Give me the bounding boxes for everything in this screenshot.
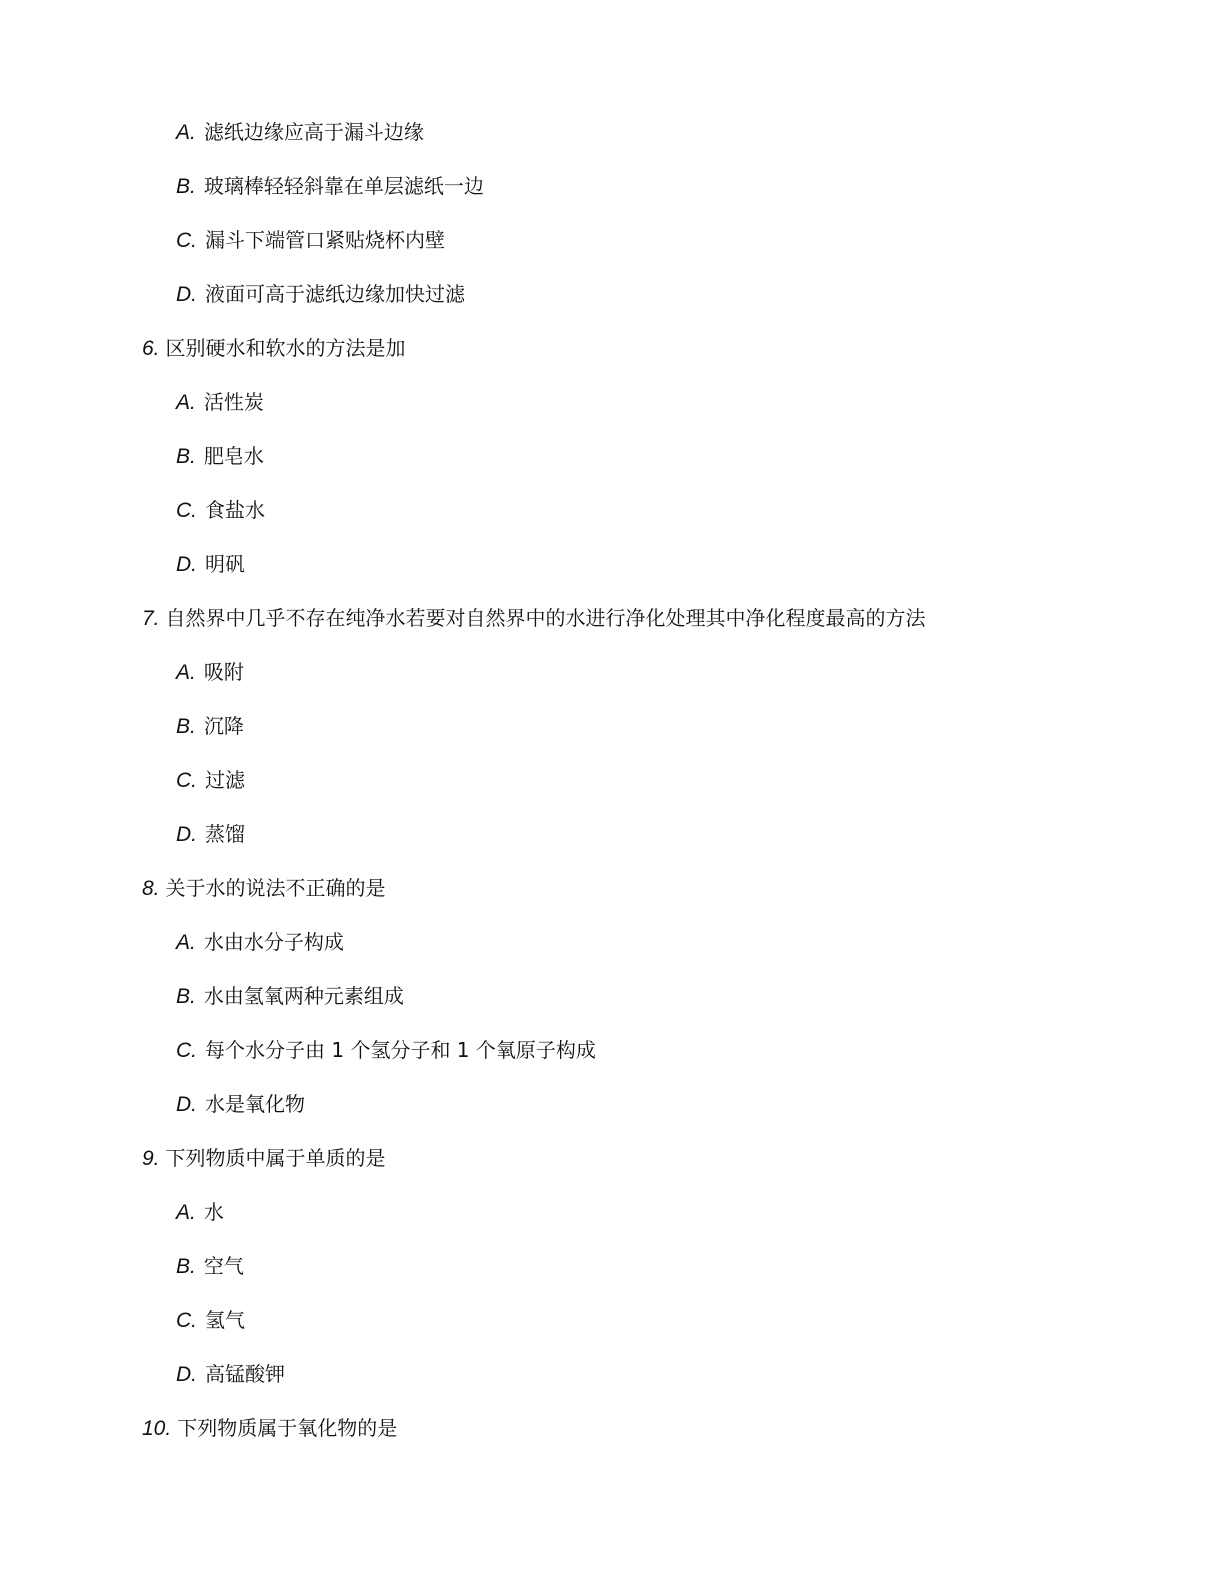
- option-label: D.: [176, 283, 197, 306]
- question-6: [142, 334, 406, 362]
- option-9a: [176, 1198, 224, 1226]
- option-text: 液面可高于滤纸边缘加快过滤: [205, 282, 465, 306]
- option-9b: [176, 1252, 244, 1280]
- option-9c: [176, 1306, 245, 1334]
- option-7c: [176, 766, 245, 794]
- option-label: D.: [176, 553, 197, 576]
- option-8b: [176, 982, 404, 1010]
- option-text: 水由氢氧两种元素组成: [203, 984, 404, 1008]
- option-6d: [176, 550, 245, 578]
- option-label: B.: [176, 1255, 196, 1278]
- option-8a: [176, 928, 344, 956]
- question-number: 10.: [142, 1417, 172, 1440]
- question-8: [142, 874, 386, 902]
- option-text: 过滤: [205, 768, 245, 792]
- option-label: C.: [176, 769, 197, 792]
- option-label: B.: [176, 175, 196, 198]
- question-text: 下列物质中属于单质的是: [165, 1146, 386, 1170]
- question-7: [142, 604, 926, 632]
- question-text: 区别硬水和软水的方法是加: [165, 336, 406, 360]
- option-label: B.: [176, 445, 196, 468]
- option-5d: [176, 280, 465, 308]
- option-9d: [176, 1360, 285, 1388]
- question-number: 8.: [142, 877, 160, 900]
- option-text: 漏斗下端管口紧贴烧杯内壁: [205, 228, 445, 252]
- option-text: 水: [203, 1200, 224, 1224]
- question-text: 下列物质属于氧化物的是: [177, 1416, 398, 1440]
- option-label: C.: [176, 499, 197, 522]
- option-text: 蒸馏: [205, 822, 245, 846]
- question-number: 7.: [142, 607, 160, 630]
- option-label: B.: [176, 985, 196, 1008]
- option-text: 空气: [203, 1254, 244, 1278]
- option-8c: [176, 1036, 596, 1064]
- question-number: 9.: [142, 1147, 160, 1170]
- option-label: C.: [176, 1039, 197, 1062]
- option-text: 沉降: [203, 714, 244, 738]
- option-8d: [176, 1090, 305, 1118]
- option-label: A.: [176, 931, 196, 954]
- option-text: 水是氧化物: [205, 1092, 305, 1116]
- option-5a: [176, 118, 424, 146]
- option-label: C.: [176, 229, 197, 252]
- question-9: [142, 1144, 386, 1172]
- option-text: 活性炭: [203, 390, 264, 414]
- option-text: 水由水分子构成: [203, 930, 344, 954]
- option-text: 吸附: [203, 660, 244, 684]
- option-5c: [176, 226, 445, 254]
- option-label: D.: [176, 823, 197, 846]
- option-label: C.: [176, 1309, 197, 1332]
- option-text: 食盐水: [205, 498, 265, 522]
- option-text: 明矾: [205, 552, 245, 576]
- option-6a: [176, 388, 264, 416]
- option-6c: [176, 496, 265, 524]
- option-label: A.: [176, 121, 196, 144]
- option-7b: [176, 712, 244, 740]
- option-5b: [176, 172, 484, 200]
- option-label: D.: [176, 1093, 197, 1116]
- question-10: [142, 1414, 397, 1442]
- option-label: B.: [176, 715, 196, 738]
- question-text: 关于水的说法不正确的是: [165, 876, 386, 900]
- option-7a: [176, 658, 244, 686]
- option-text: 滤纸边缘应高于漏斗边缘: [203, 120, 424, 144]
- option-6b: [176, 442, 264, 470]
- option-text: 氢气: [205, 1308, 245, 1332]
- option-label: A.: [176, 391, 196, 414]
- option-label: A.: [176, 661, 196, 684]
- option-text: 肥皂水: [203, 444, 264, 468]
- option-label: D.: [176, 1363, 197, 1386]
- option-text: 每个水分子由 1 个氢分子和 1 个氧原子构成: [205, 1038, 596, 1062]
- option-label: A.: [176, 1201, 196, 1224]
- question-number: 6.: [142, 337, 160, 360]
- option-7d: [176, 820, 245, 848]
- option-text: 玻璃棒轻轻斜靠在单层滤纸一边: [203, 174, 484, 198]
- option-text: 高锰酸钾: [205, 1362, 285, 1386]
- question-text: 自然界中几乎不存在纯净水若要对自然界中的水进行净化处理其中净化程度最高的方法: [165, 606, 926, 630]
